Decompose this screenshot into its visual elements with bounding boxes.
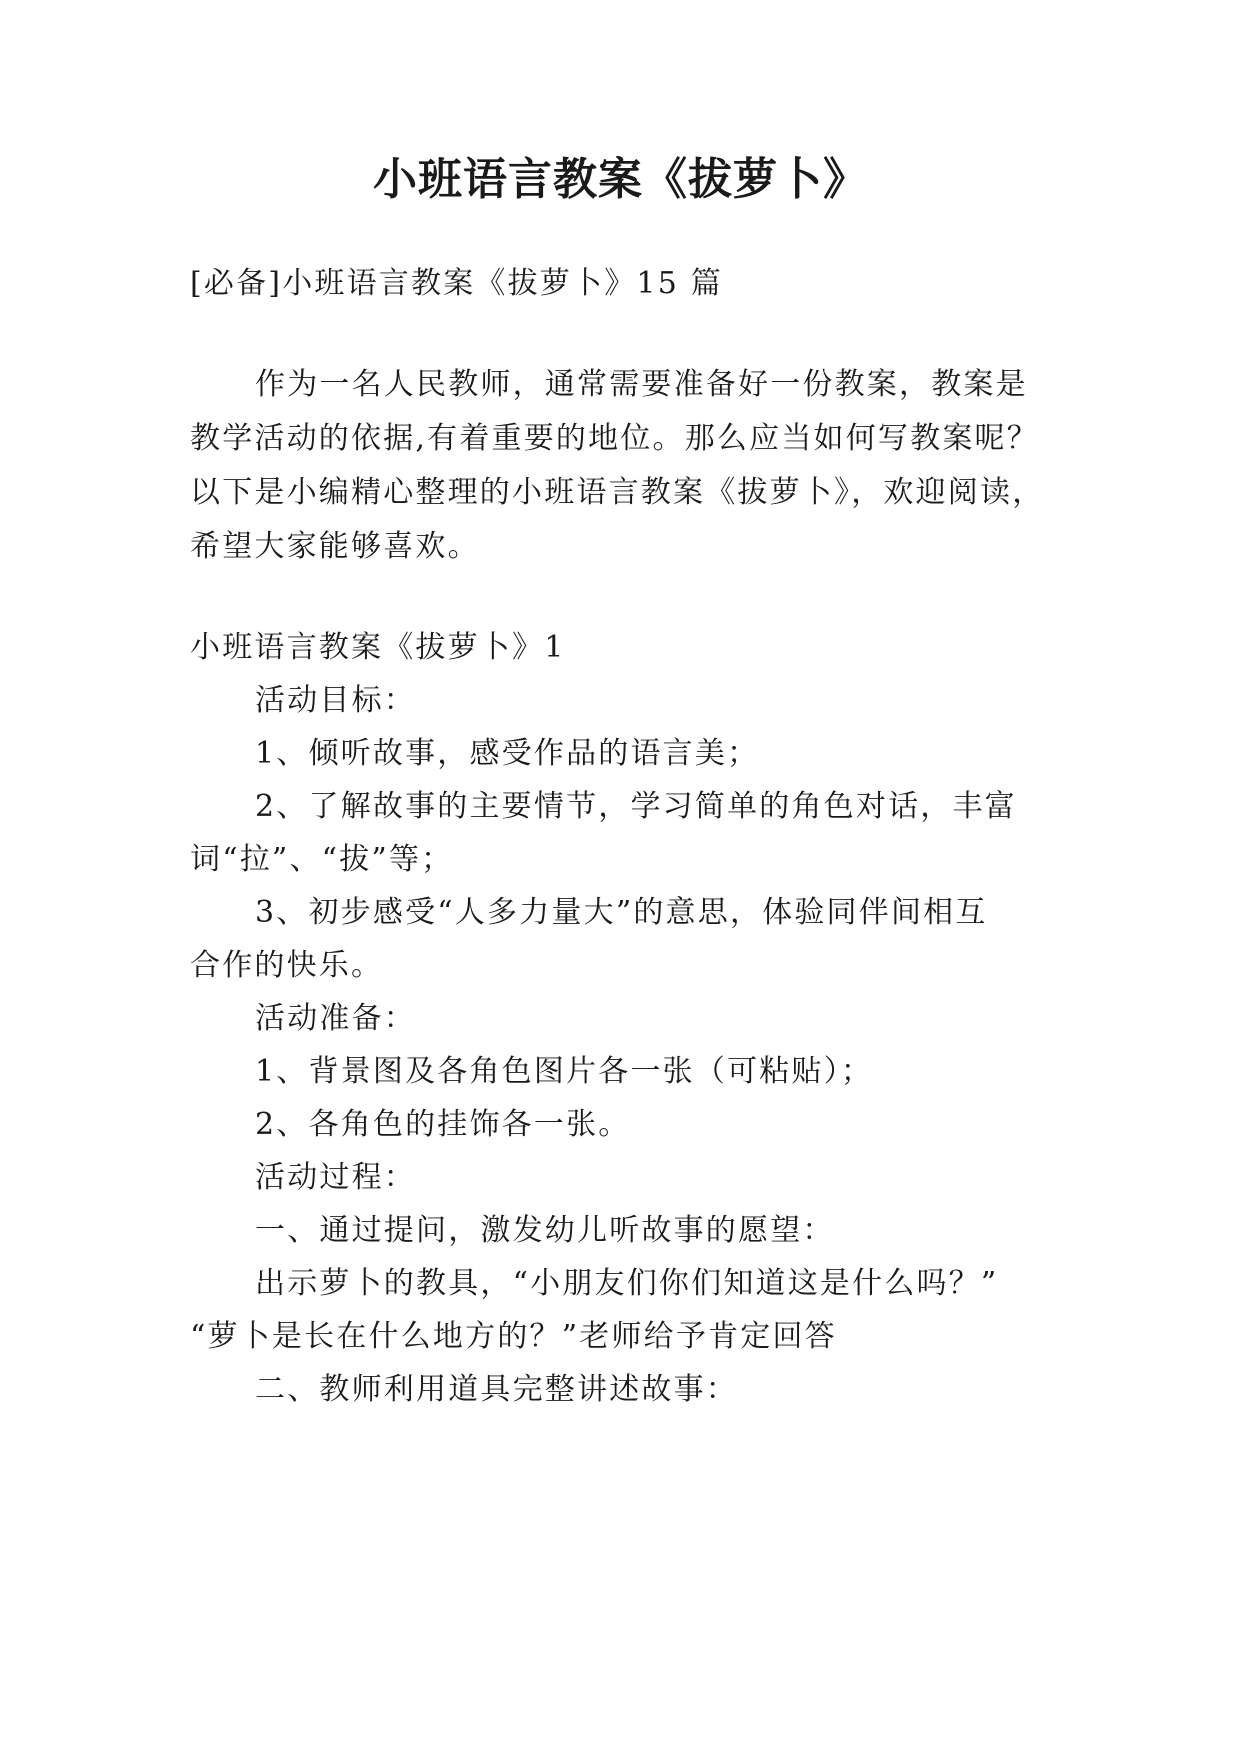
goal-2-line-1: 2、了解故事的主要情节，学习简单的角色对话，丰富 (255, 789, 1017, 824)
goal-1: 1、倾听故事，感受作品的语言美； (255, 736, 760, 771)
goal-2-line-2: 词“拉”、“拔”等； (190, 842, 454, 877)
intro-line-3: 以下是小编精心整理的小班语言教案《拔萝卜》，欢迎阅读， (190, 475, 1045, 510)
goals-heading: 活动目标： (255, 683, 416, 718)
intro-line-4: 希望大家能够喜欢。 (190, 529, 480, 564)
document-title: 小班语言教案《拔萝卜》 (373, 154, 868, 205)
goal-3-line-2: 合作的快乐。 (190, 948, 384, 983)
step-2: 二、教师利用道具完整讲述故事： (255, 1372, 738, 1407)
step-1-detail-line-1: 出示萝卜的教具，“小朋友们你们知道这是什么吗？” (255, 1266, 999, 1301)
intro-line-2: 教学活动的依据,有着重要的地位。那么应当如何写教案呢？ (190, 421, 1039, 456)
prep-heading: 活动准备： (255, 1001, 416, 1036)
intro-line-1: 作为一名人民教师，通常需要准备好一份教案，教案是 (255, 367, 1028, 402)
section-heading: 小班语言教案《拔萝卜》1 (190, 630, 566, 665)
prep-1: 1、背景图及各角色图片各一张（可粘贴）； (255, 1054, 874, 1089)
prep-2: 2、各角色的挂饰各一张。 (255, 1107, 631, 1142)
goal-3-line-1: 3、初步感受“人多力量大”的意思，体验同伴间相互 (255, 895, 988, 930)
step-1-detail-line-2: “萝卜是长在什么地方的？”老师给予肯定回答 (190, 1319, 837, 1354)
step-1: 一、通过提问，激发幼儿听故事的愿望： (255, 1213, 835, 1248)
process-heading: 活动过程： (255, 1160, 416, 1195)
document-subtitle: [必备]小班语言教案《拔萝卜》15 篇 (190, 266, 723, 301)
